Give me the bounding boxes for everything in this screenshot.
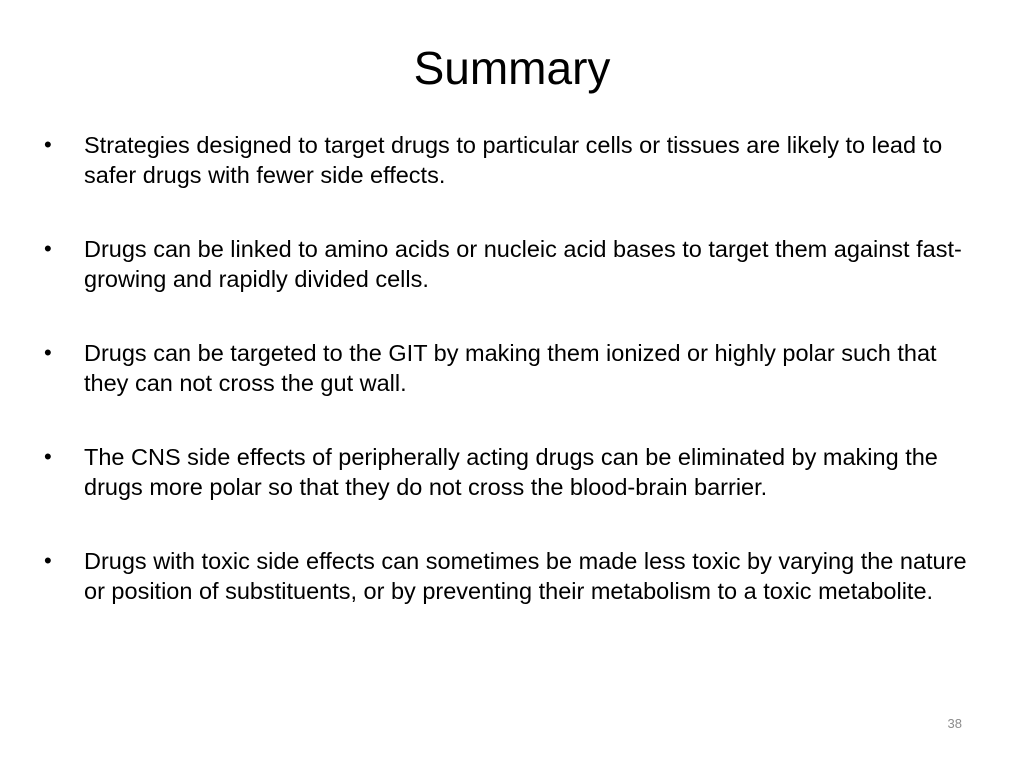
bullet-icon: •: [44, 132, 52, 157]
bullet-icon: •: [44, 236, 52, 261]
bullet-item-4: [44, 442, 974, 502]
bullet-icon: •: [44, 444, 52, 469]
bullet-text: Drugs can be linked to amino acids or nucleic acid bases to target them against fast-growing and rapidly divided cells.: [84, 236, 962, 292]
bullet-text: Strategies designed to target drugs to particular cells or tissues are likely to lead to safer drugs with fewer side effects.: [84, 132, 943, 188]
slide-number: 38: [947, 716, 962, 731]
bullet-item-1: [44, 130, 974, 190]
bullet-text: The CNS side effects of peripherally acting drugs can be eliminated by making the drugs more polar so that they do not cross the blood-brain barrier.: [84, 444, 938, 500]
bullet-list: [44, 130, 974, 650]
bullet-icon: •: [44, 340, 52, 365]
bullet-item-3: [44, 338, 974, 398]
slide-title: Summary: [413, 42, 611, 94]
bullet-item-5: [44, 546, 974, 606]
bullet-item-2: [44, 234, 974, 294]
bullet-text: Drugs with toxic side effects can sometimes be made less toxic by varying the nature or position of substituents, or by preventing their metabolism to a toxic metabolite.: [84, 548, 967, 604]
bullet-text: Drugs can be targeted to the GIT by making them ionized or highly polar such that they can not cross the gut wall.: [84, 340, 937, 396]
bullet-icon: •: [44, 548, 52, 573]
